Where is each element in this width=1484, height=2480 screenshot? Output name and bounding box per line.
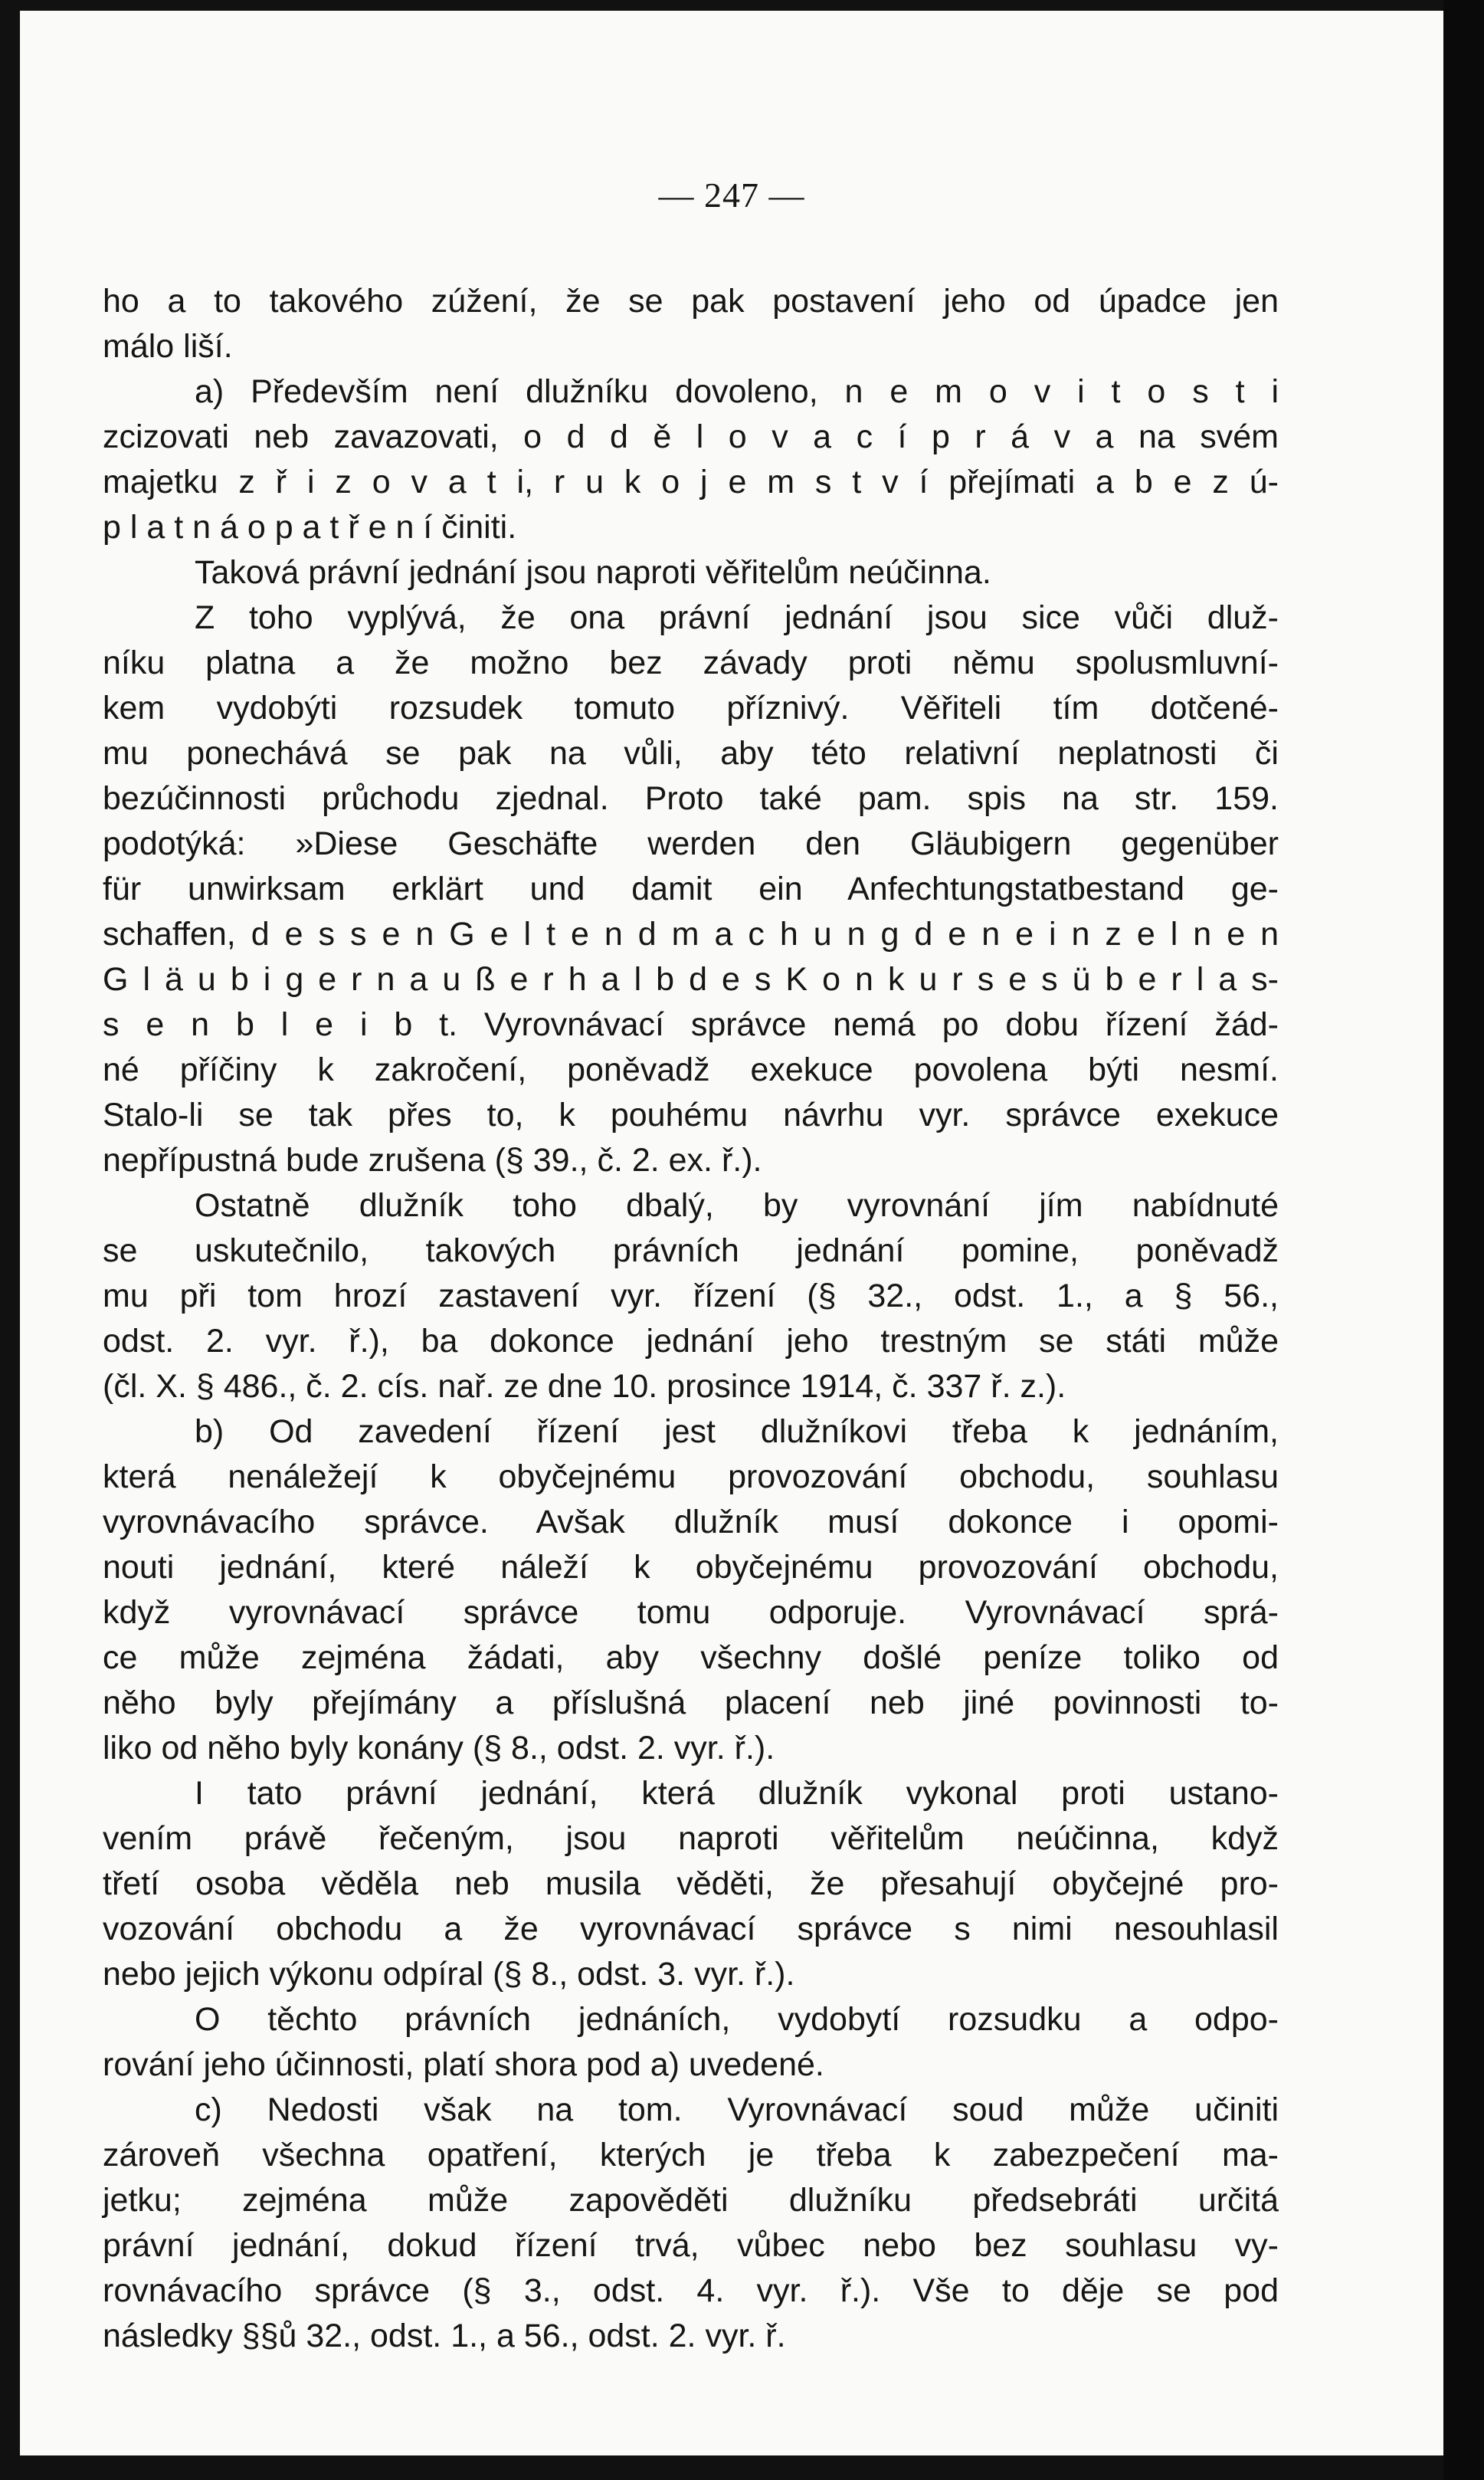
text-line: G l ä u b i g e r n a u ß e r h a l b d e s K o n k u r s e s ü b e r l a s-	[103, 961, 1279, 998]
text-line: bezúčinnosti průchodu zjednal. Proto také pam. spis na str. 159.	[103, 780, 1279, 817]
text-line: třetí osoba věděla neb musila věděti, že přesahují obyčejné pro-	[103, 1865, 1279, 1902]
text-line: když vyrovnávací správce tomu odporuje. Vyrovnávací sprá-	[103, 1594, 1279, 1631]
text-line: nebo jejich výkonu odpíral (§ 8., odst. 3. vyr. ř.).	[103, 1956, 795, 1993]
text-line: následky §§ů 32., odst. 1., a 56., odst. 2. vyr. ř.	[103, 2318, 786, 2354]
text-line: p l a t n á o p a t ř e n í činiti.	[103, 509, 517, 546]
text-line: liko od něho byly konány (§ 8., odst. 2. vyr. ř.).	[103, 1730, 775, 1767]
scan-edge	[1443, 0, 1484, 2480]
text-line: zároveň všechna opatření, kterých je třeba k zabezpečení ma-	[103, 2137, 1279, 2173]
text-line: právní jednání, dokud řízení trvá, vůbec nebo bez souhlasu vy-	[103, 2227, 1279, 2264]
page-number: — 247 —	[658, 176, 805, 215]
text-line: a) Především není dlužníku dovoleno, n e m o v i t o s t i	[195, 373, 1279, 410]
text-line: Taková právní jednání jsou naproti věřitelům neúčinna.	[195, 554, 991, 591]
text-line: O těchto právních jednáních, vydobytí rozsudku a odpo-	[195, 2001, 1279, 2038]
text-line: rovnávacího správce (§ 3., odst. 4. vyr. ř.). Vše to děje se pod	[103, 2272, 1279, 2309]
text-line: s e n b l e i b t. Vyrovnávací správce nemá po dobu řízení žád-	[103, 1006, 1279, 1043]
text-line: se uskutečnilo, takových právních jednání pomine, poněvadž	[103, 1232, 1279, 1269]
text-line: Stalo-li se tak přes to, k pouhému návrhu vyr. správce exekuce	[103, 1097, 1279, 1133]
text-line: mu při tom hrozí zastavení vyr. řízení (§ 32., odst. 1., a § 56.,	[103, 1278, 1279, 1314]
text-line: která nenáležejí k obyčejnému provozování obchodu, souhlasu	[103, 1458, 1279, 1495]
text-line: Ostatně dlužník toho dbalý, by vyrovnání jím nabídnuté	[195, 1187, 1279, 1224]
text-line: odst. 2. vyr. ř.), ba dokonce jednání jeho trestným se státi může	[103, 1323, 1279, 1360]
text-line: b) Od zavedení řízení jest dlužníkovi třeba k jednáním,	[195, 1413, 1279, 1450]
text-line: málo liší.	[103, 328, 233, 365]
text-line: majetku z ř i z o v a t i, r u k o j e m s t v í přejímati a b e z ú-	[103, 464, 1279, 500]
text-line: nepřípustná bude zrušena (§ 39., č. 2. ex. ř.).	[103, 1142, 762, 1179]
text-line: (čl. X. § 486., č. 2. cís. nař. ze dne 10. prosince 1914, č. 337 ř. z.).	[103, 1368, 1066, 1405]
text-line: rování jeho účinnosti, platí shora pod a) uvedené.	[103, 2046, 824, 2083]
text-line: c) Nedosti však na tom. Vyrovnávací soud může učiniti	[195, 2091, 1279, 2128]
text-line: ce může zejména žádati, aby všechny došlé peníze toliko od	[103, 1639, 1279, 1676]
body-text	[103, 279, 1279, 2359]
text-line: vyrovnávacího správce. Avšak dlužník musí dokonce i opomi-	[103, 1504, 1279, 1540]
text-line: schaffen, d e s s e n G e l t e n d m a c h u n g d e n e i n z e l n e n	[103, 916, 1279, 953]
text-line: ho a to takového zúžení, že se pak postavení jeho od úpadce jen	[103, 283, 1279, 320]
text-line: něho byly přejímány a příslušná placení neb jiné povinnosti to-	[103, 1684, 1279, 1721]
text-line: nouti jednání, které náleží k obyčejnému provozování obchodu,	[103, 1549, 1279, 1586]
text-line: zcizovati neb zavazovati, o d d ě l o v a c í p r á v a na svém	[103, 418, 1279, 455]
text-line: né příčiny k zakročení, poněvadž exekuce povolena býti nesmí.	[103, 1051, 1279, 1088]
text-line: kem vydobýti rozsudek tomuto příznivý. Věřiteli tím dotčené-	[103, 690, 1279, 727]
text-line: Z toho vyplývá, že ona právní jednání jsou sice vůči dluž-	[195, 599, 1279, 636]
text-line: I tato právní jednání, která dlužník vykonal proti ustano-	[195, 1775, 1279, 1812]
text-line: jetku; zejména může zapověděti dlužníku předsebráti určitá	[103, 2182, 1279, 2219]
text-line: podotýká: »Diese Geschäfte werden den Gläubigern gegenüber	[103, 825, 1279, 862]
text-line: vozování obchodu a že vyrovnávací správce s nimi nesouhlasil	[103, 1911, 1279, 1947]
text-line: für unwirksam erklärt und damit ein Anfechtungstatbestand ge-	[103, 871, 1279, 907]
text-line: níku platna a že možno bez závady proti němu spolusmluvní-	[103, 645, 1279, 681]
text-line: mu ponechává se pak na vůli, aby této relativní neplatnosti či	[103, 735, 1279, 772]
text-line: vením právě řečeným, jsou naproti věřitelům neúčinna, když	[103, 1820, 1279, 1857]
document-page	[20, 11, 1443, 2455]
